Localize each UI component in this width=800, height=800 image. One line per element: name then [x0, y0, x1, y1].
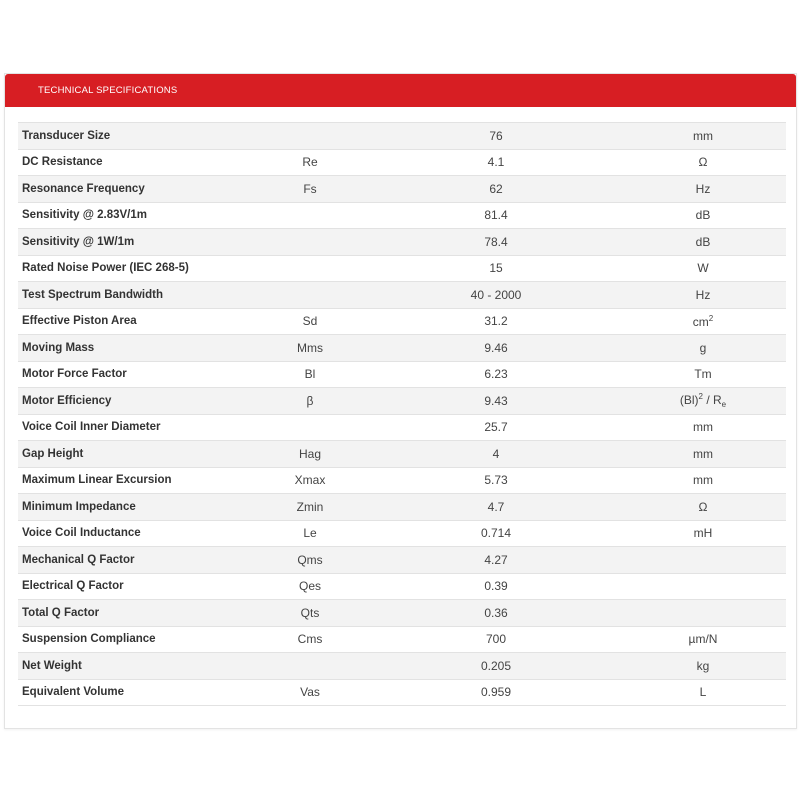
spec-name: Voice Coil Inductance: [18, 520, 248, 547]
spec-unit: [620, 149, 786, 176]
spec-symbol: Qes: [248, 573, 372, 600]
spec-unit-text: kg: [696, 658, 710, 673]
spec-name: Net Weight: [18, 653, 248, 680]
spec-value: 6.23: [372, 361, 620, 388]
spec-symbol: Le: [248, 520, 372, 547]
spec-name: Sensitivity @ 1W/1m: [18, 229, 248, 256]
spec-unit: [620, 282, 786, 309]
spec-symbol: Cms: [248, 626, 372, 653]
spec-unit: [620, 255, 786, 282]
spec-unit-text: mH: [693, 526, 713, 541]
spec-value: 4: [372, 441, 620, 468]
spec-unit-text: µm/N: [688, 632, 718, 647]
spec-unit-superscript: 2: [698, 392, 703, 402]
spec-name: Minimum Impedance: [18, 494, 248, 521]
spec-name: Total Q Factor: [18, 600, 248, 627]
spec-unit: [620, 229, 786, 256]
spec-symbol: Re: [248, 149, 372, 176]
spec-unit-text: Ω: [698, 155, 708, 170]
spec-symbol: Sd: [248, 308, 372, 335]
spec-unit: [620, 653, 786, 680]
spec-value: 4.7: [372, 494, 620, 521]
spec-unit-superscript: 2: [708, 313, 714, 323]
specs-table: [18, 122, 786, 706]
spec-name: Resonance Frequency: [18, 176, 248, 203]
spec-unit: [620, 335, 786, 362]
spec-unit-text: L: [699, 685, 707, 700]
spec-row: [18, 467, 786, 494]
spec-value: 31.2: [372, 308, 620, 335]
spec-row: [18, 414, 786, 441]
spec-unit: [620, 361, 786, 388]
spec-value: 5.73: [372, 467, 620, 494]
spec-row: [18, 520, 786, 547]
spec-row: [18, 282, 786, 309]
spec-row: [18, 335, 786, 362]
spec-unit: [620, 600, 786, 627]
spec-unit: [620, 123, 786, 150]
spec-value: 78.4: [372, 229, 620, 256]
spec-value: 9.46: [372, 335, 620, 362]
spec-row: [18, 679, 786, 706]
spec-unit-text: mm: [693, 128, 713, 143]
spec-unit: [620, 520, 786, 547]
spec-row: [18, 388, 786, 415]
spec-value: 4.27: [372, 547, 620, 574]
spec-unit-text: cm: [692, 314, 709, 329]
spec-name: Electrical Q Factor: [18, 573, 248, 600]
spec-name: Voice Coil Inner Diameter: [18, 414, 248, 441]
spec-unit: [620, 414, 786, 441]
spec-symbol: Mms: [248, 335, 372, 362]
spec-row: [18, 494, 786, 521]
spec-unit-text: W: [697, 261, 709, 276]
spec-unit-text: Hz: [695, 287, 711, 302]
spec-value: 700: [372, 626, 620, 653]
spec-unit: [620, 467, 786, 494]
spec-name: DC Resistance: [18, 149, 248, 176]
spec-symbol: [248, 123, 372, 150]
spec-row: [18, 123, 786, 150]
spec-row: [18, 255, 786, 282]
spec-symbol: [248, 202, 372, 229]
spec-name: Rated Noise Power (IEC 268-5): [18, 255, 248, 282]
spec-unit: [620, 308, 786, 335]
spec-row: [18, 441, 786, 468]
spec-unit-text: mm: [693, 420, 713, 435]
spec-row: [18, 202, 786, 229]
spec-value: 0.39: [372, 573, 620, 600]
spec-name: Motor Efficiency: [18, 388, 248, 415]
spec-symbol: β: [248, 388, 372, 415]
spec-symbol: Xmax: [248, 467, 372, 494]
spec-name: Suspension Compliance: [18, 626, 248, 653]
spec-row: [18, 600, 786, 627]
spec-name: Motor Force Factor: [18, 361, 248, 388]
spec-symbol: Hag: [248, 441, 372, 468]
spec-value: 0.714: [372, 520, 620, 547]
panel-title: TECHNICAL SPECIFICATIONS: [38, 85, 178, 96]
spec-value: 25.7: [372, 414, 620, 441]
spec-unit-subscript: e: [721, 400, 727, 410]
spec-value: 0.959: [372, 679, 620, 706]
spec-value: 62: [372, 176, 620, 203]
spec-symbol: Vas: [248, 679, 372, 706]
spec-row: [18, 229, 786, 256]
spec-value: 0.36: [372, 600, 620, 627]
spec-unit-text: dB: [695, 234, 711, 249]
spec-unit: [620, 547, 786, 574]
spec-name: Sensitivity @ 2.83V/1m: [18, 202, 248, 229]
spec-name: Mechanical Q Factor: [18, 547, 248, 574]
spec-value: 40 - 2000: [372, 282, 620, 309]
spec-value: 81.4: [372, 202, 620, 229]
spec-symbol: [248, 414, 372, 441]
spec-unit: [620, 626, 786, 653]
spec-row: [18, 176, 786, 203]
spec-name: Gap Height: [18, 441, 248, 468]
specs-table-body: [18, 123, 786, 706]
spec-unit-text: Ω: [698, 499, 708, 514]
spec-unit-text: dB: [695, 208, 711, 223]
spec-value: 9.43: [372, 388, 620, 415]
spec-symbol: Bl: [248, 361, 372, 388]
spec-unit-text: Hz: [695, 181, 711, 196]
spec-symbol: Zmin: [248, 494, 372, 521]
spec-symbol: [248, 255, 372, 282]
spec-row: [18, 149, 786, 176]
spec-unit-tail: / R: [703, 393, 722, 408]
spec-row: [18, 308, 786, 335]
spec-name: Test Spectrum Bandwidth: [18, 282, 248, 309]
tech-specs-panel: [4, 73, 797, 729]
spec-name: Moving Mass: [18, 335, 248, 362]
spec-name: Equivalent Volume: [18, 679, 248, 706]
spec-row: [18, 626, 786, 653]
spec-unit-text: (Bl): [679, 393, 699, 408]
spec-symbol: Qms: [248, 547, 372, 574]
spec-unit: [620, 441, 786, 468]
spec-name: Effective Piston Area: [18, 308, 248, 335]
spec-unit-text: Tm: [694, 367, 712, 382]
spec-row: [18, 361, 786, 388]
panel-header: [5, 74, 796, 107]
spec-unit: [620, 679, 786, 706]
spec-symbol: [248, 282, 372, 309]
spec-symbol: [248, 653, 372, 680]
spec-name: Maximum Linear Excursion: [18, 467, 248, 494]
spec-value: 76: [372, 123, 620, 150]
spec-symbol: Qts: [248, 600, 372, 627]
spec-unit: [620, 176, 786, 203]
spec-symbol: [248, 229, 372, 256]
spec-unit-text: mm: [693, 473, 713, 488]
spec-name: Transducer Size: [18, 123, 248, 150]
spec-unit: [620, 573, 786, 600]
spec-value: 4.1: [372, 149, 620, 176]
spec-unit-text: g: [699, 340, 707, 355]
spec-row: [18, 653, 786, 680]
spec-unit: [620, 494, 786, 521]
spec-value: 0.205: [372, 653, 620, 680]
spec-symbol: Fs: [248, 176, 372, 203]
spec-value: 15: [372, 255, 620, 282]
spec-unit: [620, 388, 786, 415]
spec-unit-text: mm: [693, 446, 713, 461]
spec-row: [18, 547, 786, 574]
spec-unit: [620, 202, 786, 229]
spec-row: [18, 573, 786, 600]
